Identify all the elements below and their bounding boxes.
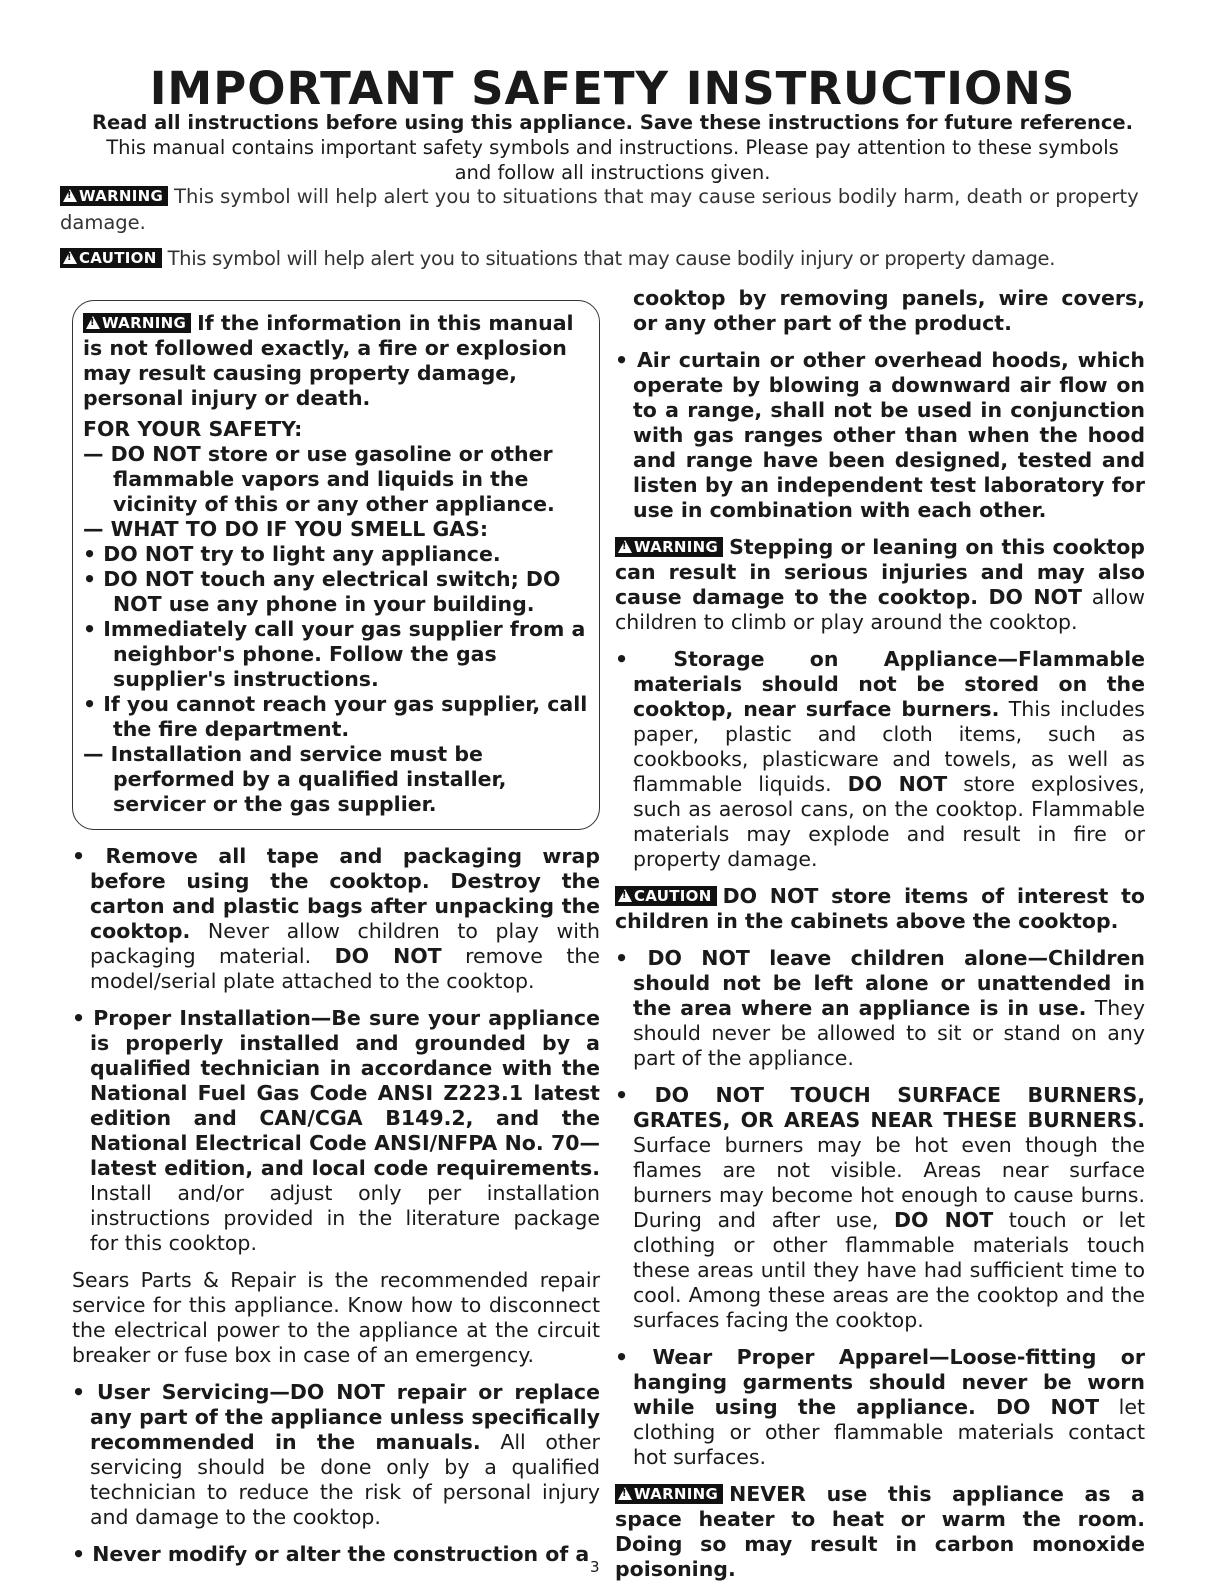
- warning-box: [72, 300, 600, 830]
- left-column: [72, 300, 600, 1579]
- warning-triangle-icon: [618, 1487, 632, 1500]
- warning-badge: !WARNING: [83, 313, 191, 333]
- page-title: IMPORTANT SAFETY INSTRUCTIONS: [149, 62, 1076, 115]
- item-do-not-touch: • DO NOT TOUCH SURFACE BURNERS, GRATES, OR AREAS NEAR THESE BURNERS. Surface burners may be hot even though the flames are not visible. Areas near surface burners may become hot enough to cause burns. During and after use, DO NOT touch or let clothing or other flammable materials touch these areas until they have had sufficient time to cool. Among these areas are the cooktop and the surfaces facing the cooktop.: [615, 1083, 1146, 1332]
- subtitle-text: This manual contains important safety symbols and instructions. Please pay attention to these symbols and follow all instructions given.: [106, 136, 1119, 184]
- subtitle-bold: Read all instructions before using this appliance. Save these instructions for future reference.: [91, 111, 1134, 134]
- right-column: [615, 286, 1145, 1594]
- caution-badge: !CAUTION: [615, 886, 717, 906]
- legend-caution: [60, 246, 1165, 272]
- box-bullet-3: • Immediately call your gas supplier from a neighbor's phone. Follow the gas supplier's instructions.: [83, 617, 586, 691]
- page-number: 3: [590, 1558, 600, 1576]
- caution-items-of-interest: !CAUTION DO NOT store items of interest to children in the cabinets above the cooktop.: [615, 884, 1145, 934]
- box-intro: !WARNING If the information in this manual is not followed exactly, a fire or explosion may result causing property damage, personal injury or death.: [83, 311, 589, 411]
- legend-caution-text: This symbol will help alert you to situations that may cause bodily injury or property damage.: [167, 247, 1056, 270]
- item-user-servicing: • User Servicing—DO NOT repair or replace any part of the appliance unless specifically recommended in the manuals. All other servicing should be done only by a qualified technician to reduce the risk of personal injury and damage to the cooktop.: [72, 1380, 600, 1529]
- warning-badge: !WARNING: [615, 537, 723, 557]
- item-air-curtain: • Air curtain or other overhead hoods, which operate by blowing a downward air flow on to a range, shall not be used in conjunction with gas ranges other than when the hood and range have been designed, tested and listen by an independent test laboratory for use in combination with each other.: [615, 348, 1145, 522]
- item-proper-installation: • Proper Installation—Be sure your appliance is properly installed and grounded by a qualified technician in accordance with the National Fuel Gas Code ANSI Z223.1 latest edition and CAN/CGA B149.2, and the National Electrical Code ANSI/NFPA No. 70—latest edition, and local code requirements. Install and/or adjust only per installation instructions provided in the literature package for this cooktop.: [72, 1006, 600, 1255]
- item-never-modify: • Never modify or alter the construction of a: [72, 1542, 590, 1566]
- warning-badge: !WARNING: [615, 1484, 723, 1504]
- warning-space-heater: !WARNING NEVER use this appliance as a space heater to heat or warm the room. Doing so may result in carbon monoxide poisoning.: [615, 1482, 1145, 1582]
- item-remove-tape: • Remove all tape and packaging wrap before using the cooktop. Destroy the carton and plastic bags after unpacking the cooktop. Never allow children to play with packaging material. DO NOT remove the model/serial plate attached to the cooktop.: [72, 844, 600, 993]
- box-dash-1: — DO NOT store or use gasoline or other flammable vapors and liquids in the vicinity of this or any other appliance.: [83, 442, 555, 516]
- item-children: • DO NOT leave children alone—Children should not be left alone or unattended in the area where an appliance is in use. They should never be allowed to sit or stand on any part of the appliance.: [615, 946, 1145, 1070]
- item-never-modify-cont: cooktop by removing panels, wire covers, or any other part of the product.: [633, 286, 1145, 335]
- box-bullet-2: • DO NOT touch any electrical switch; DO NOT use any phone in your building.: [83, 567, 561, 616]
- box-bullet-1: • DO NOT try to light any appliance.: [83, 542, 501, 566]
- box-bullet-4: • If you cannot reach your gas supplier, call the fire department.: [83, 692, 588, 741]
- warning-triangle-icon: [86, 316, 100, 329]
- box-dash-2: — WHAT TO DO IF YOU SMELL GAS:: [83, 517, 489, 541]
- item-apparel: • Wear Proper Apparel—Loose-fitting or hanging garments should never be worn while using the appliance. DO NOT let clothing or other flammable materials contact hot surfaces.: [615, 1345, 1145, 1469]
- warning-stepping: !WARNING Stepping or leaning on this cooktop can result in serious injuries and may also cause damage to the cooktop. DO NOT allow children to climb or play around the cooktop.: [615, 535, 1145, 635]
- box-heading: FOR YOUR SAFETY:: [83, 417, 303, 441]
- warning-triangle-icon: [618, 540, 632, 553]
- box-dash-3: — Installation and service must be performed by a qualified installer, servicer or the gas supplier.: [83, 742, 507, 816]
- caution-triangle-icon: [63, 251, 77, 264]
- caution-badge: !CAUTION: [60, 248, 162, 268]
- caution-triangle-icon: [618, 889, 632, 902]
- warning-triangle-icon: [63, 189, 77, 202]
- legend-warning-text: This symbol will help alert you to situations that may cause serious bodily harm, death or property damage.: [60, 185, 1139, 234]
- warning-badge: !WARNING: [60, 186, 168, 206]
- legend-warning: [60, 184, 1165, 236]
- item-sears-repair: Sears Parts & Repair is the recommended repair service for this appliance. Know how to disconnect the electrical power to the appliance at the circuit breaker or fuse box in case of an emergency.: [72, 1268, 600, 1367]
- item-storage: • Storage on Appliance—Flammable materials should not be stored on the cooktop, near surface burners. This includes paper, plastic and cloth items, such as cookbooks, plasticware and towels, as well as flammable liquids. DO NOT store explosives, such as aerosol cans, on the cooktop. Flammable materials may explode and result in fire or property damage.: [615, 647, 1145, 871]
